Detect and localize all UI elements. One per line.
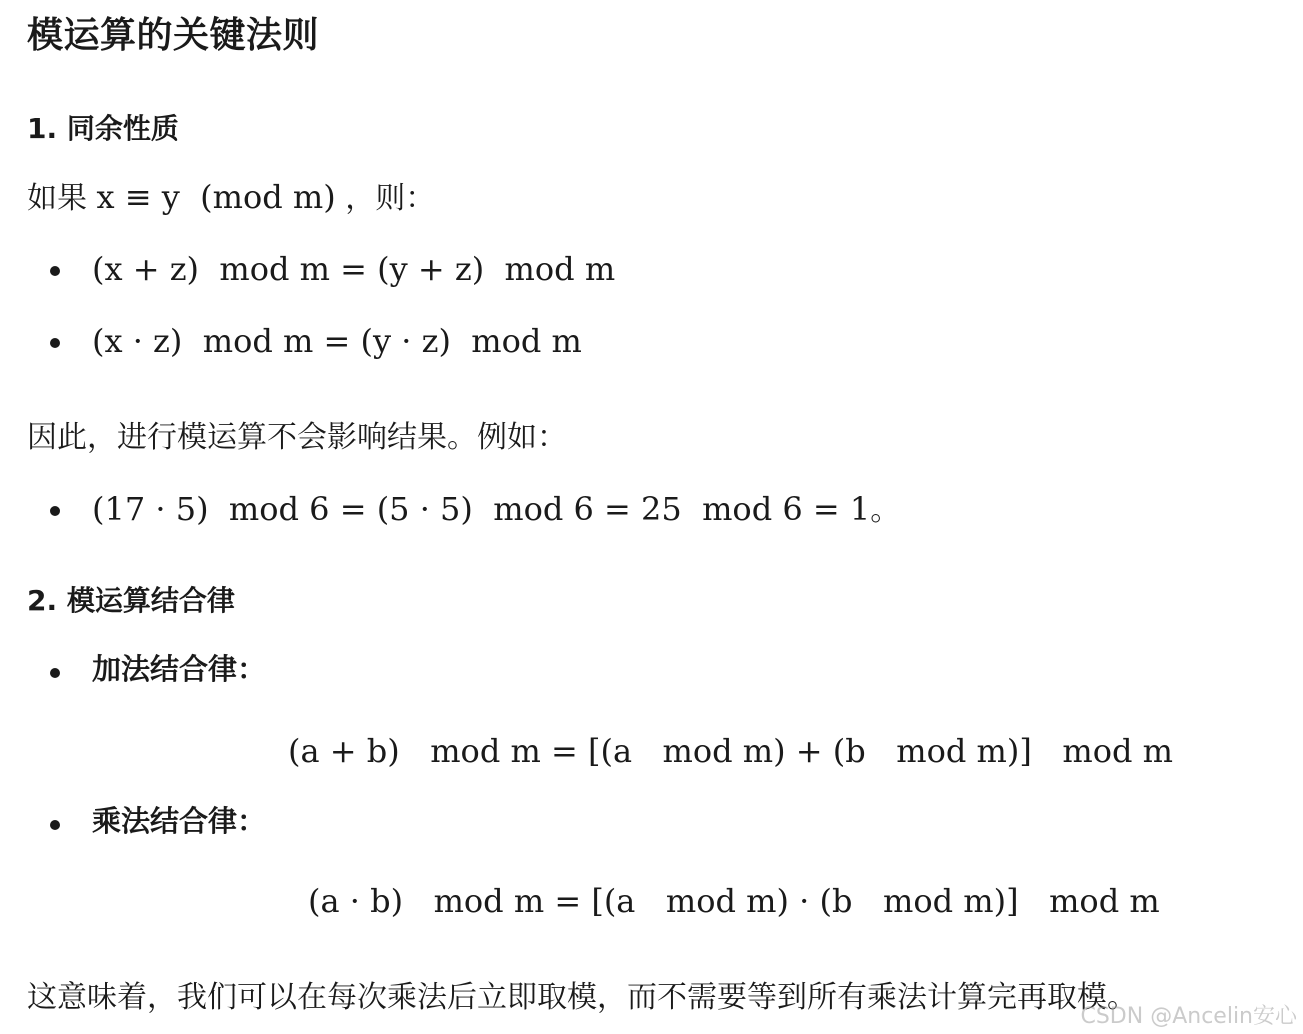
example-formula: (17 · 5) mod 6 = (5 · 5) mod 6 = 25 mod 6 = 1	[92, 490, 871, 528]
example-suffix: 。	[870, 493, 901, 528]
section-heading-associativity: 2. 模运算结合律	[27, 584, 235, 617]
bullet-icon	[50, 820, 60, 830]
bullet-icon	[50, 668, 60, 678]
watermark: CSDN @Ancelin安心	[1080, 1004, 1297, 1029]
page-title: 模运算的关键法则	[27, 15, 320, 56]
multiplication-rule-label: 乘法结合律：	[92, 804, 267, 838]
addition-congruence-formula: (x + z) mod m = (y + z) mod m	[92, 250, 616, 288]
intro-prefix: 如果	[27, 181, 87, 216]
bullet-icon	[50, 266, 60, 276]
addition-rule-label: 加法结合律：	[92, 652, 267, 686]
intro-suffix: ，则：	[345, 181, 436, 216]
intro-math: x ≡ y (mod m)	[96, 178, 336, 216]
closing-paragraph: 这意味着，我们可以在每次乘法后立即取模，而不需要等到所有乘法计算完再取模。	[27, 980, 1137, 1015]
addition-rule-formula: (a + b) mod m = [(a mod m) + (b mod m)] mod m	[288, 732, 1173, 770]
congruence-conclusion: 因此，进行模运算不会影响结果。例如：	[27, 420, 567, 455]
multiplication-congruence-formula: (x · z) mod m = (y · z) mod m	[92, 322, 582, 360]
section-heading-congruence: 1. 同余性质	[27, 112, 179, 145]
bullet-icon	[50, 338, 60, 348]
bullet-icon	[50, 506, 60, 516]
example-row	[92, 490, 900, 529]
multiplication-rule-formula: (a · b) mod m = [(a mod m) · (b mod m)] mod m	[308, 882, 1160, 920]
congruence-intro	[27, 178, 435, 217]
